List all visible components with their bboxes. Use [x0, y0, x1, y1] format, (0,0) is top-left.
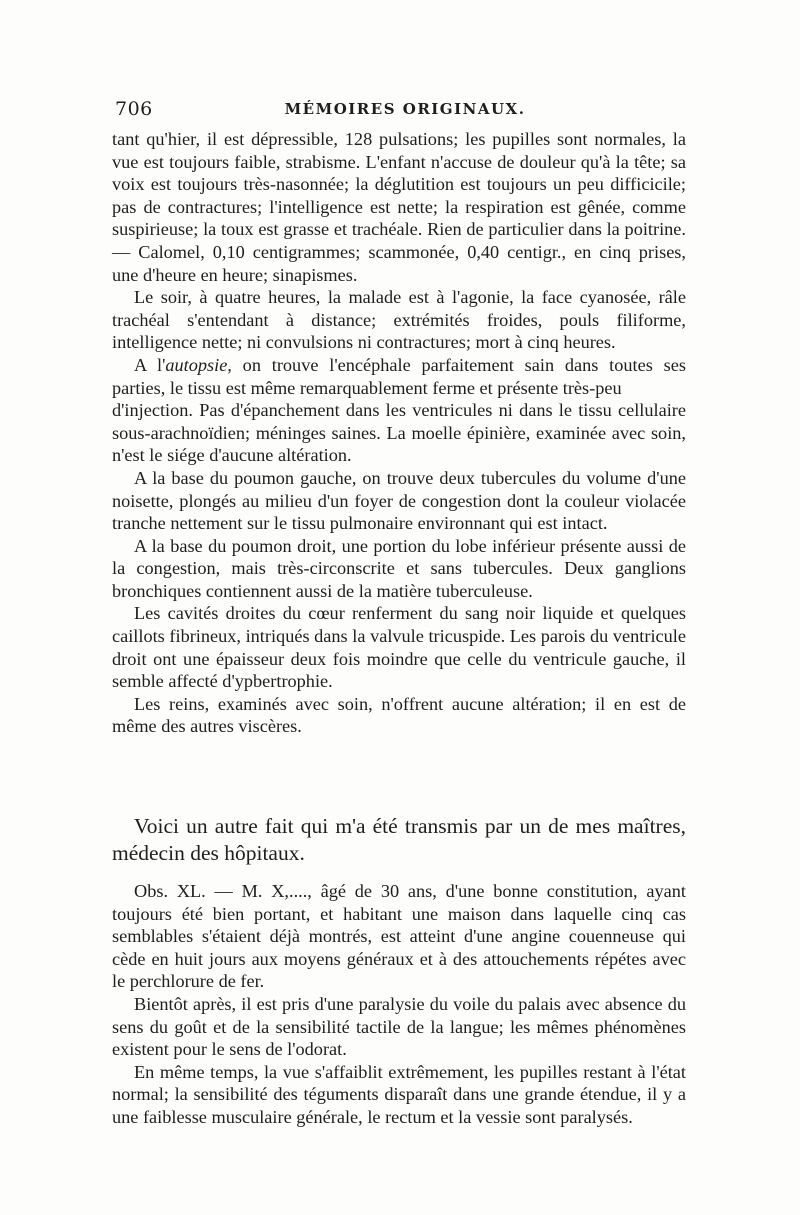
autopsy-lead: A l' — [134, 354, 166, 375]
observation-intro — [112, 813, 686, 867]
running-head: MÉMOIRES ORIGINAUX. — [284, 100, 526, 118]
intro-text: Voici un autre fait qui m'a été transmis par un de mes maîtres, médecin des hôpitaux. — [112, 814, 686, 865]
paragraph: d'injection. Pas d'épanchement dans les ventricules ni dans le tissu cellulaire sous-arachnoïdien; méninges saines. La moelle épinière, examinée avec soin, n'est le siége d'aucune altération. — [112, 400, 686, 466]
paragraph: Le soir, à quatre heures, la malade est à l'agonie, la face cyanosée, râle trachéal s'entendant à distance; extrémités froides, pouls filiforme, intelligence nette; ni convulsions ni contractures; mort à cinq heures. — [112, 287, 686, 353]
autopsy-rest: on trouve l'encéphale parfaitement sain dans toutes ses parties, le tissu est même remarquablement ferme et présente très-peu — [112, 354, 686, 398]
observation-block — [112, 880, 686, 1129]
page-header — [115, 98, 695, 124]
observation-paragraph: Obs. XL. — M. X,...., âgé de 30 ans, d'une bonne constitution, ayant toujours été bien portant, et habitant une maison dans laquelle cinq cas semblables s'étaient déjà montrés, est atteint d'une angine couenneuse qui cède en huit jours aux moyens généraux et à des attouchements répétes avec le perchlorure de fer. — [112, 881, 686, 992]
observation-paragraph: Bientôt après, il est pris d'une paralysie du voile du palais avec absence du sens du goût et de la sensibilité tactile de la langue; les mêmes phénomènes existent pour le sens de l'odorat. — [112, 993, 686, 1060]
case-continuation — [112, 128, 686, 738]
paragraph: A la base du poumon gauche, on trouve deux tubercules du volume d'une noisette, plongés au milieu d'un foyer de congestion dont la couleur violacée tranche nettement sur le tissu pulmonaire environnant qui est intact. — [112, 467, 686, 534]
autopsy-italic: autopsie, — [165, 354, 232, 375]
autopsy-paragraph — [112, 354, 686, 399]
page-number: 706 — [115, 98, 153, 120]
paragraph: A la base du poumon droit, une portion du lobe inférieur présente aussi de la congestion, mais très-circonscrite et sans tubercules. Deux ganglions bronchiques contiennent aussi de la matière tuberculeuse. — [112, 535, 686, 601]
paragraph: Les reins, examinés avec soin, n'offrent aucune altération; il en est de même des autres viscères. — [112, 693, 686, 737]
observation-paragraph: En même temps, la vue s'affaiblit extrêmement, les pupilles restant à l'état normal; la sensibilité des téguments disparaît dans une grande étendue, il y a une faiblesse musculaire générale, le rectum et la vessie sont paralysés. — [112, 1061, 686, 1127]
paragraph: tant qu'hier, il est dépressible, 128 pulsations; les pupilles sont normales, la vue est toujours faible, strabisme. L'enfant n'accuse de douleur qu'à la tête; sa voix est toujours très-nasonnée; la déglutition est toujours un peu difficicile; pas de contractures; l'intelligence est nette; la respiration est gênée, comme suspirieuse; la toux est grasse et trachéale. Rien de particulier dans la poitrine. — Calomel, 0,10 centigrammes; scammonée, 0,40 centigr., en cinq prises, une d'heure en heure; sinapismes. — [112, 129, 686, 285]
paragraph: Les cavités droites du cœur renferment du sang noir liquide et quelques caillots fibrineux, intriqués dans la valvule tricuspide. Les parois du ventricule droit ont une épaisseur deux fois moindre que celle du ventricule gauche, il semble affecté d'ypbertrophie. — [112, 603, 686, 692]
